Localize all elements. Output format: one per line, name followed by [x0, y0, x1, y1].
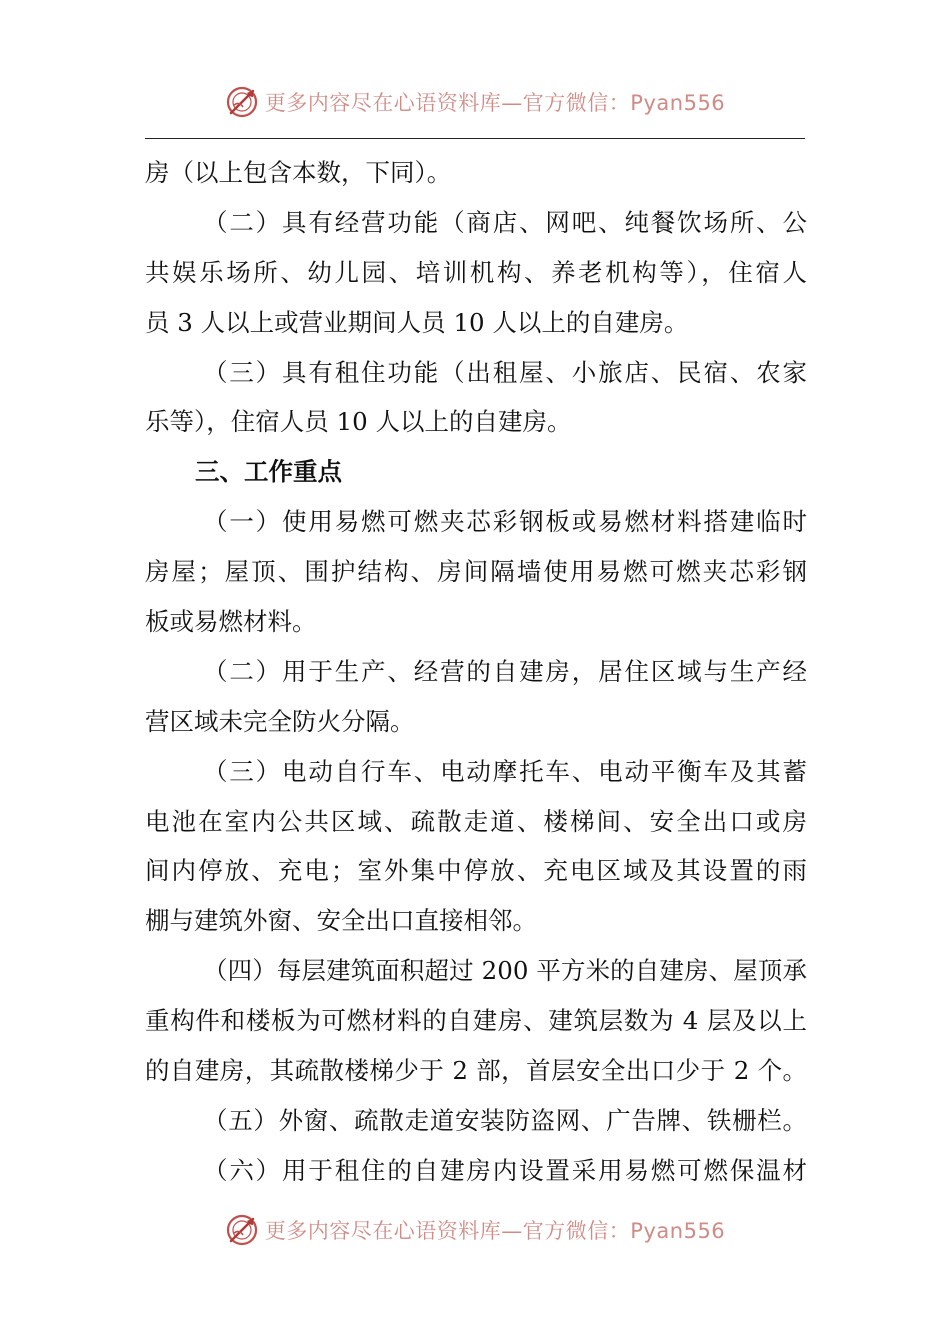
footer-banner-text: 更多内容尽在心语资料库—官方微信：Pyan556 — [264, 1219, 726, 1243]
body-line: 共娱乐场所、幼儿园、培训机构、养老机构等），住宿人 — [145, 257, 807, 287]
header-banner-text: 更多内容尽在心语资料库—官方微信：Pyan556 — [264, 91, 726, 115]
header-banner — [0, 80, 950, 124]
footer-banner — [0, 1208, 950, 1252]
body-line: 板或易燃材料。 — [145, 607, 317, 637]
document-body — [145, 148, 807, 1196]
body-line: （二）用于生产、经营的自建房，居住区域与生产经 — [203, 656, 807, 686]
body-line: （三）具有租住功能（出租屋、小旅店、民宿、农家 — [203, 357, 807, 387]
body-line: （二）具有经营功能（商店、网吧、纯餐饮场所、公 — [203, 207, 807, 237]
quill-seal-icon — [225, 1213, 259, 1247]
body-line: （一）使用易燃可燃夹芯彩钢板或易燃材料搭建临时 — [203, 507, 807, 537]
body-line: 房屋；屋顶、围护结构、房间隔墙使用易燃可燃夹芯彩钢 — [145, 557, 807, 587]
body-line: （四）每层建筑面积超过 200 平方米的自建房、屋顶承 — [203, 956, 807, 986]
body-line: （六）用于租住的自建房内设置采用易燃可燃保温材 — [203, 1155, 807, 1185]
body-line: 员 3 人以上或营业期间人员 10 人以上的自建房。 — [145, 307, 689, 337]
body-line: 乐等），住宿人员 10 人以上的自建房。 — [145, 407, 572, 437]
body-line: （五）外窗、疏散走道安装防盗网、广告牌、铁栅栏。 — [203, 1105, 807, 1135]
header-divider — [145, 138, 805, 139]
body-line: 间内停放、充电；室外集中停放、充电区域及其设置的雨 — [145, 856, 807, 886]
quill-seal-icon — [225, 85, 259, 119]
body-line: 的自建房，其疏散楼梯少于 2 部，首层安全出口少于 2 个。 — [145, 1056, 807, 1086]
section-heading: 三、工作重点 — [195, 457, 342, 487]
body-line: 房（以上包含本数，下同）。 — [145, 158, 452, 187]
body-line: 电池在室内公共区域、疏散走道、楼梯间、安全出口或房 — [145, 806, 807, 836]
body-line: 重构件和楼板为可燃材料的自建房、建筑层数为 4 层及以上 — [145, 1006, 807, 1036]
body-line: 营区域未完全防火分隔。 — [145, 706, 415, 736]
body-line: （三）电动自行车、电动摩托车、电动平衡车及其蓄 — [203, 756, 807, 786]
body-line: 棚与建筑外窗、安全出口直接相邻。 — [145, 906, 537, 936]
